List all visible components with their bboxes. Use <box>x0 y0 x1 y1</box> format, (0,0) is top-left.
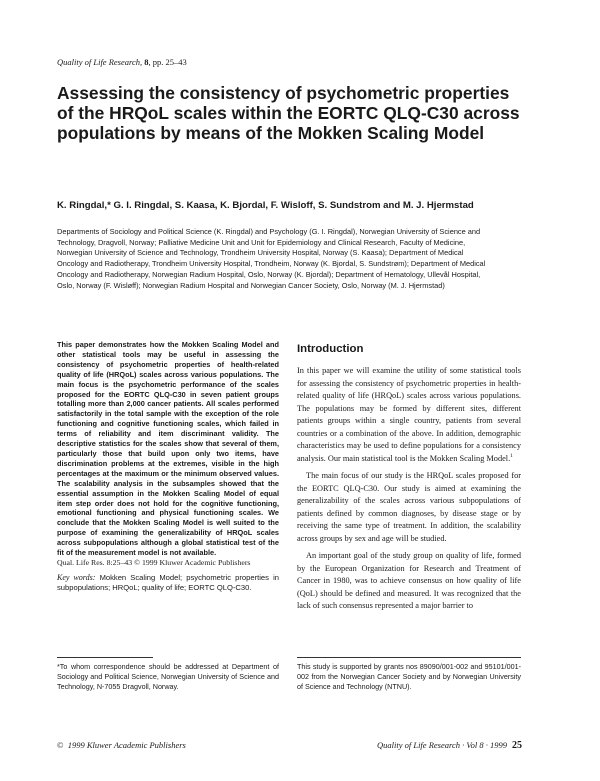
journal-reference: Quality of Life Research, 8, pp. 25–43 <box>57 57 187 67</box>
page-number: 25 <box>512 740 522 751</box>
keywords-label: Key words: <box>57 572 96 582</box>
footnote-divider-right <box>297 657 521 658</box>
correspondence-footnote: *To whom correspondence should be addressed at Department of Sociology and Political Science, Norwegian University of Science and Technology, N-7055 Dragvoll, Norway. <box>57 662 279 692</box>
journal-name: Quality of Life Research <box>57 57 141 67</box>
paper-title: Assessing the consistency of psychometric properties of the HRQoL scales within the EORTC QLQ-C30 across populations by means of the Mokken Scaling Model <box>57 83 520 143</box>
intro-paragraph-1 <box>297 365 521 465</box>
footer-copyright <box>57 740 186 750</box>
copyright-symbol: © <box>57 740 64 750</box>
running-head: Quality of Life Research · Vol 8 · 1999 <box>376 740 507 750</box>
reference-mark: 1 <box>510 452 513 459</box>
footer-running-head <box>377 740 522 751</box>
section-heading-introduction: Introduction <box>297 343 364 355</box>
right-column <box>297 342 521 613</box>
keywords-text: Mokken Scaling Model; psychometric properties in subpopulations; HRQoL; quality of life; EORTC QLQ-C30. <box>57 572 279 592</box>
intro-paragraph-3: An important goal of the study group on quality of life, formed by the European Organization for Research and Treatment of Cancer in 1980, was to achieve consensus on how quality of life (QoL) should be defined and measured. It was recognized that the lack of such consensus represented a major barrier to <box>297 551 521 610</box>
intro-paragraph-2: The main focus of our study is the HRQoL scales proposed for the EORTC QLQ-C30. Our study is aimed at examining the generalizability of the scales across various subpopulations of patients defined by common diagnoses, by disease stage or by receiving the same type of treatment. In addition, the scalability across groups by sex and age will be studied. <box>297 471 521 543</box>
funding-footnote: This study is supported by grants nos 89090/001-002 and 95101/001-002 from the Norwegian Cancer Society and by Norwegian University of Science and Technology (NTNU). <box>297 662 521 692</box>
left-column <box>57 340 279 593</box>
publisher-name: 1999 Kluwer Academic Publishers <box>67 740 186 750</box>
intro-paragraph-1-text: In this paper we will examine the utility of some statistical tools for assessing the consistency of psychometric properties in health-related quality of life (HRQoL) scales across various populations. The populations may be formed by different sites, different patients groups within a single country, patients from several countries or a combination of the above. In addition, demographic characteristics may be used to define populations for a consistency analysis. Our main statistical tool is the Mokken Scaling Model. <box>297 366 521 463</box>
journal-volume: 8 <box>144 57 149 67</box>
keywords <box>57 573 279 593</box>
footnote-divider-left <box>57 657 153 658</box>
citation-line: Qual. Life Res. 8:25–43 © 1999 Kluwer Academic Publishers <box>57 557 251 567</box>
author-list: K. Ringdal,* G. I. Ringdal, S. Kaasa, K. Bjordal, F. Wisloff, S. Sundstrom and M. J. Hjermstad <box>57 200 474 211</box>
affiliations: Departments of Sociology and Political Science (K. Ringdal) and Psychology (G. I. Ringdal), Norwegian University of Science and Technology, Dragvoll, Norway; Palliative Medicine Unit and Unit for Epidemiology and Clinical Research, Faculty of Medicine, Norwegian University of Science and Technology, Trondheim University Hospital, Norway (S. Kaasa); Department of Medical Oncology and Radiotherapy, Trondheim University Hospital, Trondheim, Norway (K. Bjordal, S. Sundstrøm); Department of Medical Oncology and Radiotherapy, Norwegian Radium Hospital, Oslo, Norway (K. Bjordal); Department of Hematology, Ullevål Hospital, Oslo, Norway (F. Wisløff); Norwegian Radium Hospital and Norwegian Cancer Society, Oslo, Norway (M. J. Hjermstad) <box>57 227 486 290</box>
journal-pages: , pp. 25–43 <box>148 57 187 67</box>
abstract: This paper demonstrates how the Mokken Scaling Model and other statistical tools may be useful in assessing the consistency of psychometric properties of health-related quality of life (HRQoL) scales across various populations. The main focus is the psychometric performance of the scales proposed for the EORTC QLQ-C30 in seven patient groups totalling more than 2,000 cancer patients. All scales performed satisfactorily in the total sample with the exception of the role functioning and cognitive functioning scales, which failed in terms of reliability and item discriminant validity. The descriptive statistics for the scales show that several of them, particularly those that build upon only two items, have discrimination problems at the extremes, visible in the high percentages at the maximum or the minimum observed values. The scalability analysis in the subsamples showed that the essential assumption in the Mokken Scaling Model of equal item step order does not hold for the cognitive functioning, emotional functioning and physical functioning scales. We conclude that the Mokken Scaling Model is well suited to the purpose of examining the generalizability of HRQoL scales across subpopulations although a global statistical test of the fit of the measurement model is not available. <box>57 340 279 558</box>
